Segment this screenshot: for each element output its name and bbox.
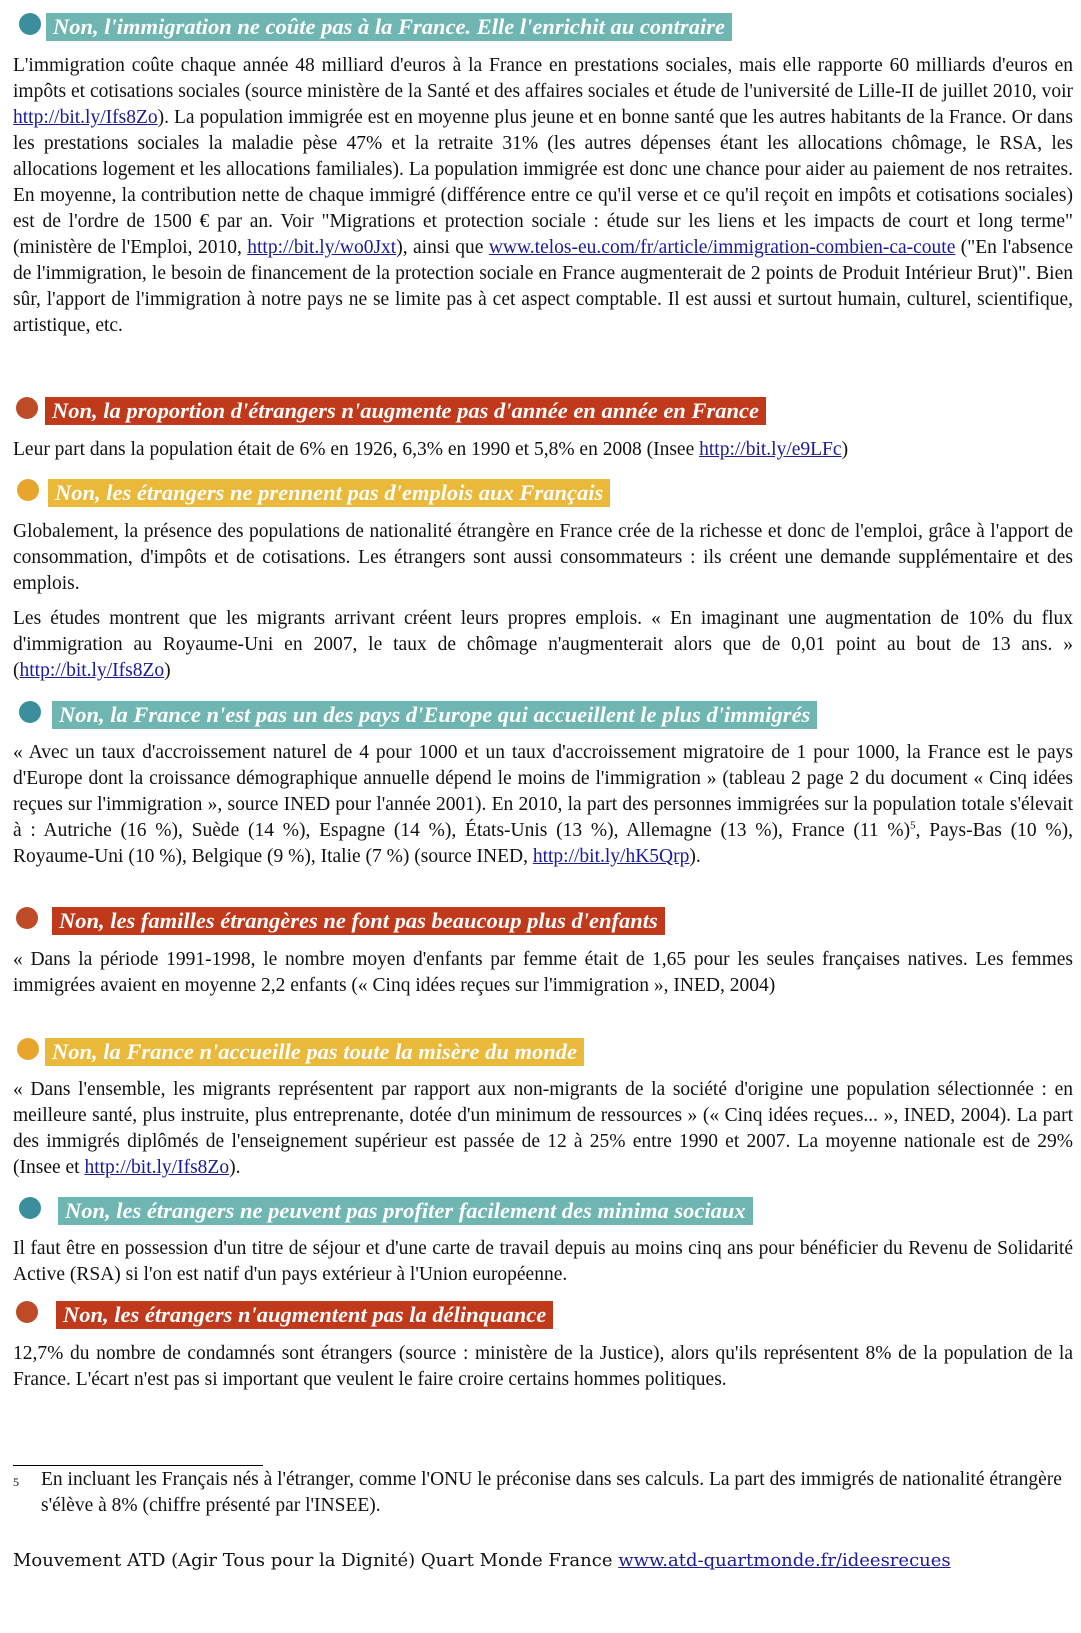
section-title: Non, la proportion d'étrangers n'augmente pas d'année en année en France <box>45 397 766 425</box>
section-title: Non, les étrangers n'augmentent pas la délinquance <box>56 1301 553 1329</box>
source-link[interactable]: http://bit.ly/e9LFc <box>699 439 842 460</box>
paragraph-text: « Dans l'ensemble, les migrants représentent par rapport aux non-migrants de la société d'origine une population sélectionnée : en meilleure santé, plus instruite, plus entreprenante, dotée d'un minimum de ressources » (« Cinq idées reçues... », INED, 2004). La part des immigrés diplômés de l'enseignement supérieur est passée de 12 à 25% entre 1990 et 2007. La moyenne nationale est de 29% (Insee et <box>13 1079 1073 1178</box>
section-title: Non, la France n'accueille pas toute la misère du monde <box>45 1038 584 1066</box>
teal-bullet-icon <box>19 701 41 723</box>
source-link[interactable]: http://bit.ly/Ifs8Zo <box>84 1157 230 1178</box>
paragraph-text: ), ainsi que <box>396 237 489 258</box>
source-link[interactable]: http://bit.ly/hK5Qrp <box>532 846 690 867</box>
paragraph-text: Globalement, la présence des populations de nationalité étrangère en France crée de la richesse et donc de l'emploi, grâce à l'apport de consommation, d'impôts et de cotisations. Les étrangers sont aussi consommateurs : ils créent une demande supplémentaire et des emplois. <box>13 521 1073 594</box>
section-title: Non, l'immigration ne coûte pas à la France. Elle l'enrichit au contraire <box>46 13 732 41</box>
document-page <box>13 0 1073 1633</box>
source-link[interactable]: http://bit.ly/Ifs8Zo <box>13 107 158 128</box>
gold-bullet-icon <box>17 479 39 501</box>
section-paragraph <box>13 437 1073 463</box>
paragraph-text: 12,7% du nombre de condamnés sont étrangers (source : ministère de la Justice), alors qu'ils représentent 8% de la population de la France. L'écart n'est pas si important que veulent le faire croire certains hommes politiques. <box>13 1343 1073 1390</box>
source-link[interactable]: www.telos-eu.com/fr/article/immigration-combien-ca-coute <box>488 237 956 258</box>
footnote-number: 5 <box>13 1475 19 1489</box>
section-paragraph <box>13 740 1073 870</box>
section-title: Non, les étrangers ne prennent pas d'emplois aux Français <box>48 479 610 507</box>
red-bullet-icon <box>16 907 38 929</box>
section-paragraph <box>13 53 1073 339</box>
paragraph-text: Il faut être en possession d'un titre de séjour et d'une carte de travail depuis au moins cinq ans pour bénéficier du Revenu de Solidarité Active (RSA) si l'on est natif d'un pays extérieur à l'Union européenne. <box>13 1238 1073 1285</box>
paragraph-text: ). <box>229 1157 241 1178</box>
section-title: Non, la France n'est pas un des pays d'Europe qui accueillent le plus d'immigrés <box>52 701 817 729</box>
teal-bullet-icon <box>19 1197 41 1219</box>
section-title: Non, les familles étrangères ne font pas beaucoup plus d'enfants <box>52 907 665 935</box>
section-paragraph <box>13 606 1073 684</box>
paragraph-text: ) <box>164 660 171 681</box>
footnote-text: En incluant les Français nés à l'étranger, comme l'ONU le préconise dans ses calculs. La part des immigrés de nationalité étrangère s'élève à 8% (chiffre présenté par l'INSEE). <box>41 1469 1062 1516</box>
paragraph-text: ) <box>841 439 849 460</box>
red-bullet-icon <box>16 397 38 419</box>
gold-bullet-icon <box>17 1038 39 1060</box>
footnote-marker: 5 <box>910 819 916 832</box>
source-link[interactable]: http://bit.ly/Ifs8Zo <box>19 660 165 681</box>
paragraph-text: « Avec un taux d'accroissement naturel de 4 pour 1000 et un taux d'accroissement migratoire de 1 pour 1000, la France est le pays d'Europe dont la croissance démographique annuelle dépend le moins de l'immigration » (tableau 2 page 2 du document « Cinq idées reçues sur l'immigration », source INED pour l'année 2001). En 2010, la part des personnes immigrées sur la population totale s'élevait à : Autriche (16 %), Suède (14 %), Espagne (14 %), États-Unis (13 %), Allemagne (13 %), France (11 %) <box>13 742 1073 841</box>
page-footer <box>13 1548 951 1574</box>
section-paragraph <box>13 947 1073 999</box>
source-link[interactable]: http://bit.ly/wo0Jxt <box>247 237 397 258</box>
section-paragraph <box>13 1077 1073 1181</box>
section-paragraph <box>13 1341 1073 1393</box>
section-paragraph <box>13 1236 1073 1288</box>
footer-link[interactable]: www.atd-quartmonde.fr/ideesrecues <box>618 1550 951 1571</box>
paragraph-text: ). La population immigrée est en moyenne plus jeune et en bonne santé que les autres habitants de la France. Or dans les prestations sociales la maladie pèse 47% et la retraite 31% (les autres dépenses étant les allocations chômage, le RSA, les allocations logement et les allocations familiales). La population immigrée est donc une chance pour aider au paiement de nos retraites. En moyenne, la contribution nette de chaque immigré (différence entre ce qu'il verse et ce qu'il reçoit en impôts et cotisations sociales) est de l'ordre de 1500 € par an. Voir "Migrations et protection sociale : étude sur les liens et les impacts de court et long terme" (ministère de l'Emploi, 2010, <box>13 107 1073 258</box>
red-bullet-icon <box>16 1301 38 1323</box>
section-title: Non, les étrangers ne peuvent pas profiter facilement des minima sociaux <box>58 1197 753 1225</box>
paragraph-text: ). <box>689 846 701 867</box>
paragraph-text: , Pays-Bas (10 %), Royaume-Uni (10 %), Belgique (9 %), Italie (7 %) (source INED, <box>13 820 1073 867</box>
section-paragraph <box>13 519 1073 597</box>
footer-text: Mouvement ATD (Agir Tous pour la Dignité) Quart Monde France <box>13 1550 619 1571</box>
paragraph-text: Les études montrent que les migrants arrivant créent leurs propres emplois. « En imaginant une augmentation de 10% du flux d'immigration au Royaume-Uni en 2007, le taux de chômage n'augmenterait alors que de 0,01 point au bout de 13 ans. » ( <box>13 608 1073 681</box>
teal-bullet-icon <box>19 13 41 35</box>
paragraph-text: ("En l'absence de l'immigration, le besoin de financement de la protection sociale en France augmenterait de 2 points de Produit Intérieur Brut)". Bien sûr, l'apport de l'immigration à notre pays ne se limite pas à cet aspect comptable. Il est aussi et surtout humain, culturel, scientifique, artistique, etc. <box>13 237 1073 336</box>
paragraph-text: L'immigration coûte chaque année 48 milliard d'euros à la France en prestations sociales, mais elle rapporte 60 milliards d'euros en impôts et cotisations sociales (source ministère de la Santé et des affaires sociales et étude de l'université de Lille-II de juillet 2010, voir <box>13 55 1073 102</box>
footnote-divider <box>13 1465 263 1466</box>
paragraph-text: Leur part dans la population était de 6% en 1926, 6,3% en 1990 et 5,8% en 2008 (Insee <box>13 439 700 460</box>
paragraph-text: « Dans la période 1991-1998, le nombre moyen d'enfants par femme était de 1,65 pour les seules françaises natives. Les femmes immigrées avaient en moyenne 2,2 enfants (« Cinq idées reçues sur l'immigration », INED, 2004) <box>13 949 1073 996</box>
